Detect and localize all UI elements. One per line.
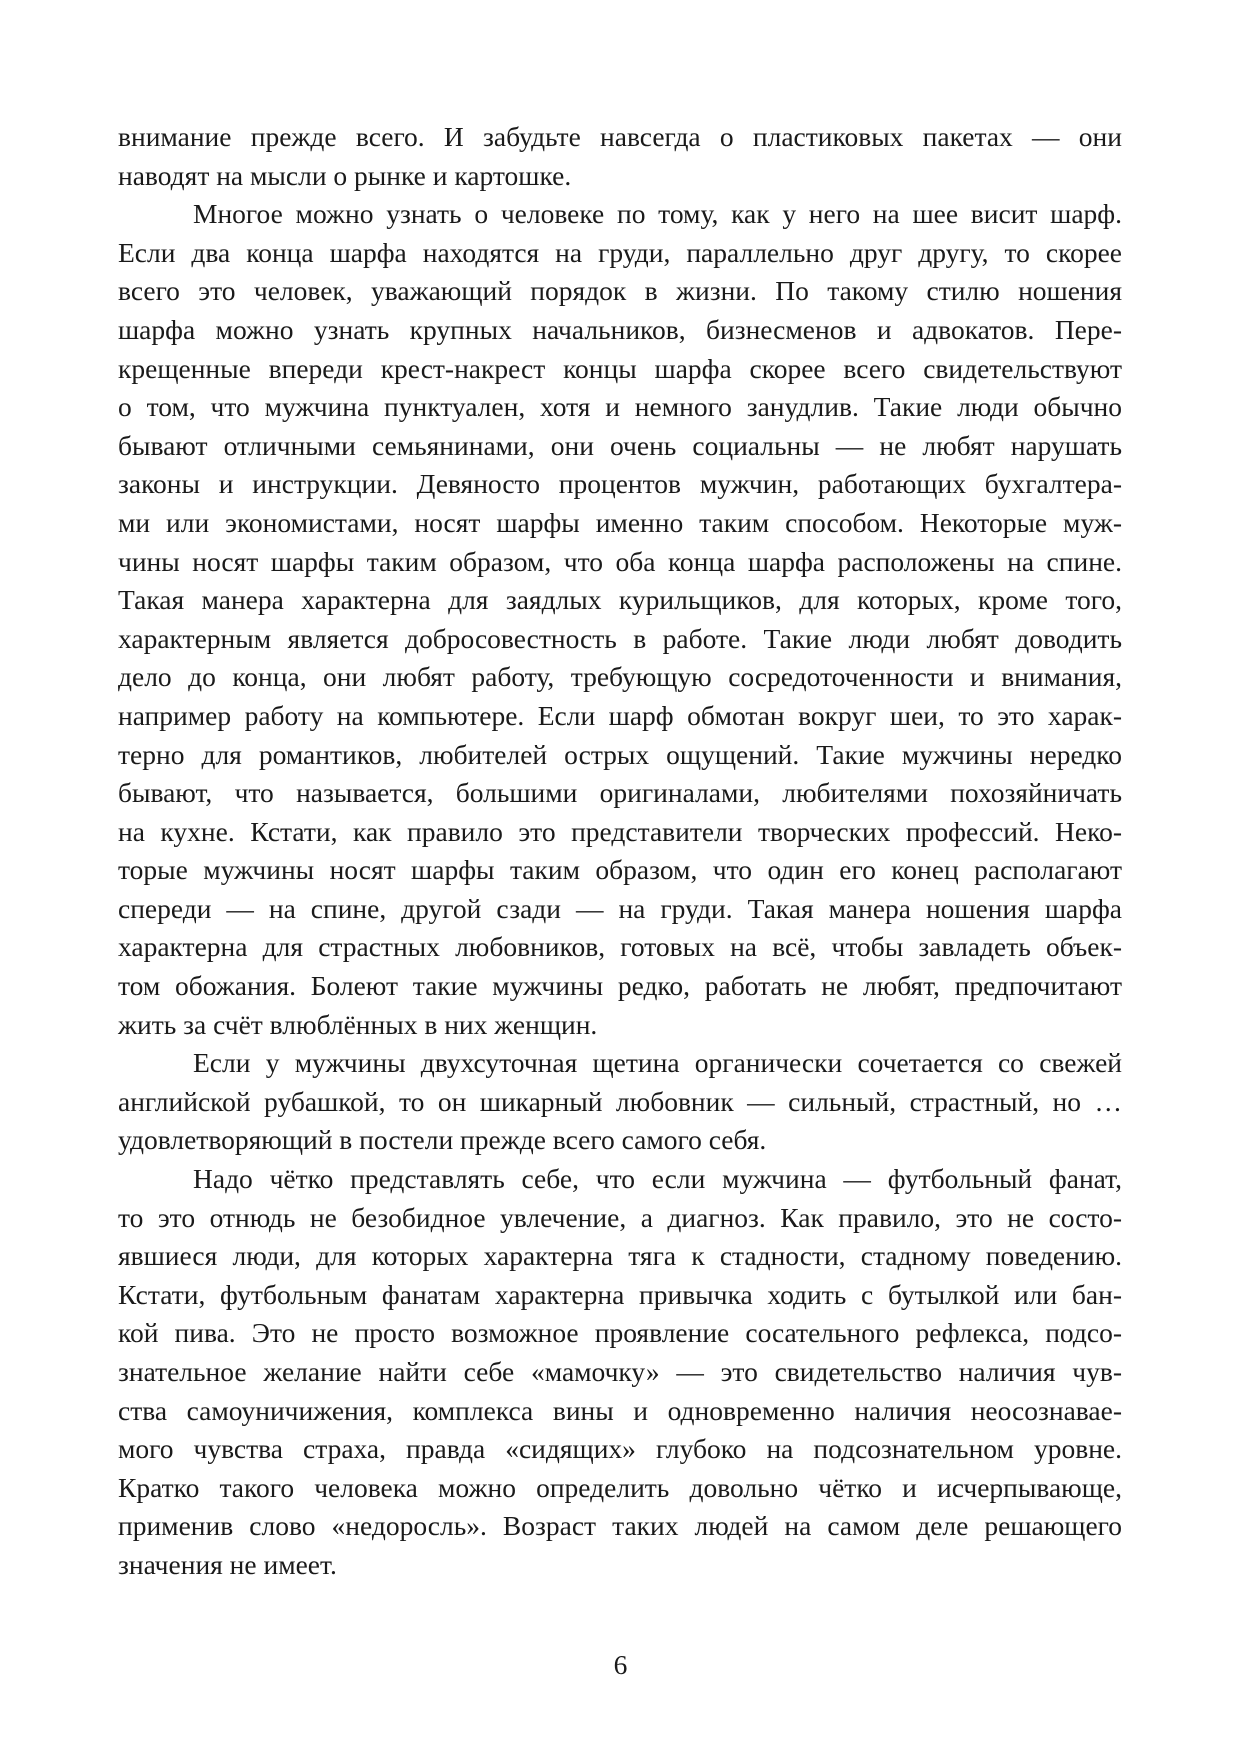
text-line: ства самоуничижения, комплекса вины и одновременно наличия неосознавае-	[118, 1394, 1122, 1426]
text-line: то это отнюдь не безобидное увлечение, а диагноз. Как правило, это не состо-	[118, 1201, 1122, 1233]
text-line: Кстати, футбольным фанатам характерна привычка ходить с бутылкой или бан-	[118, 1278, 1122, 1310]
text-line: значения не имеет.	[118, 1548, 337, 1580]
page-number: 6	[613, 1649, 628, 1680]
text-line: Если у мужчины двухсуточная щетина органически сочетается со свежей	[193, 1047, 1122, 1079]
text-line: Надо чётко представлять себе, что если мужчина — футбольный фанат,	[193, 1163, 1122, 1195]
text-line: характерна для страстных любовников, готовых на всё, чтобы завладеть объек-	[118, 931, 1122, 963]
text-line: чины носят шарфы таким образом, что оба конца шарфа расположены на спине.	[118, 545, 1122, 577]
text-line: кой пива. Это не просто возможное проявление сосательного рефлекса, подсо-	[118, 1317, 1122, 1349]
text-line: удовлетворяющий в постели прежде всего самого себя.	[118, 1124, 767, 1156]
text-line: о том, что мужчина пунктуален, хотя и немного занудлив. Такие люди обычно	[118, 391, 1122, 423]
text-line: внимание прежде всего. И забудьте навсегда о пластиковых пакетах — они	[118, 121, 1122, 152]
text-line: торые мужчины носят шарфы таким образом, что один его конец располагают	[118, 854, 1122, 886]
text-line: всего это человек, уважающий порядок в жизни. По такому стилю ношения	[118, 275, 1122, 307]
text-line: Кратко такого человека можно определить довольно чётко и исчерпывающе,	[118, 1471, 1122, 1503]
text-line: например работу на компьютере. Если шарф обмотан вокруг шеи, то это харак-	[118, 699, 1122, 731]
text-line: том обожания. Болеют такие мужчины редко, работать не любят, предпочитают	[118, 970, 1122, 1002]
text-line: Если два конца шарфа находятся на груди, параллельно друг другу, то скорее	[118, 236, 1122, 268]
text-line: жить за счёт влюблённых в них женщин.	[118, 1008, 598, 1040]
text-line: дело до конца, они любят работу, требующую сосредоточенности и внимания,	[118, 661, 1122, 693]
text-line: Такая манера характерна для заядлых курильщиков, для которых, кроме того,	[118, 584, 1122, 616]
text-line: мого чувства страха, правда «сидящих» глубоко на подсознательном уровне.	[118, 1433, 1122, 1465]
text-line: знательное желание найти себе «мамочку» — это свидетельство наличия чув-	[118, 1356, 1122, 1387]
text-line: ми или экономистами, носят шарфы именно таким способом. Некоторые муж-	[118, 506, 1122, 538]
text-line: законы и инструкции. Девяносто процентов мужчин, работающих бухгалтера-	[118, 468, 1122, 500]
text-line: спереди — на спине, другой сзади — на груди. Такая манера ношения шарфа	[118, 892, 1122, 924]
text-line: терно для романтиков, любителей острых ощущений. Такие мужчины нередко	[118, 738, 1122, 770]
text-line: бывают отличными семьянинами, они очень социальны — не любят нарушать	[118, 429, 1122, 461]
text-line: бывают, что называется, большими оригиналами, любителями похозяйничать	[118, 777, 1122, 809]
text-line: Многое можно узнать о человеке по тому, как у него на шее висит шарф.	[193, 198, 1122, 230]
text-line: явшиеся люди, для которых характерна тяга к стадности, стадному поведению.	[118, 1240, 1122, 1272]
body-text	[118, 118, 1122, 1585]
text-line: характерным является добросовестность в работе. Такие люди любят доводить	[118, 622, 1122, 654]
text-line: крещенные впереди крест-накрест концы шарфа скорее всего свидетельствуют	[118, 352, 1122, 384]
text-line: английской рубашкой, то он шикарный любовник — сильный, страстный, но …	[118, 1085, 1122, 1117]
text-line: шарфа можно узнать крупных начальников, бизнесменов и адвокатов. Пере-	[118, 313, 1122, 345]
text-line: применив слово «недоросль». Возраст таких людей на самом деле решающего	[118, 1510, 1122, 1542]
text-line: наводят на мысли о рынке и картошке.	[118, 159, 572, 191]
text-line: на кухне. Кстати, как правило это представители творческих профессий. Неко-	[118, 815, 1122, 847]
